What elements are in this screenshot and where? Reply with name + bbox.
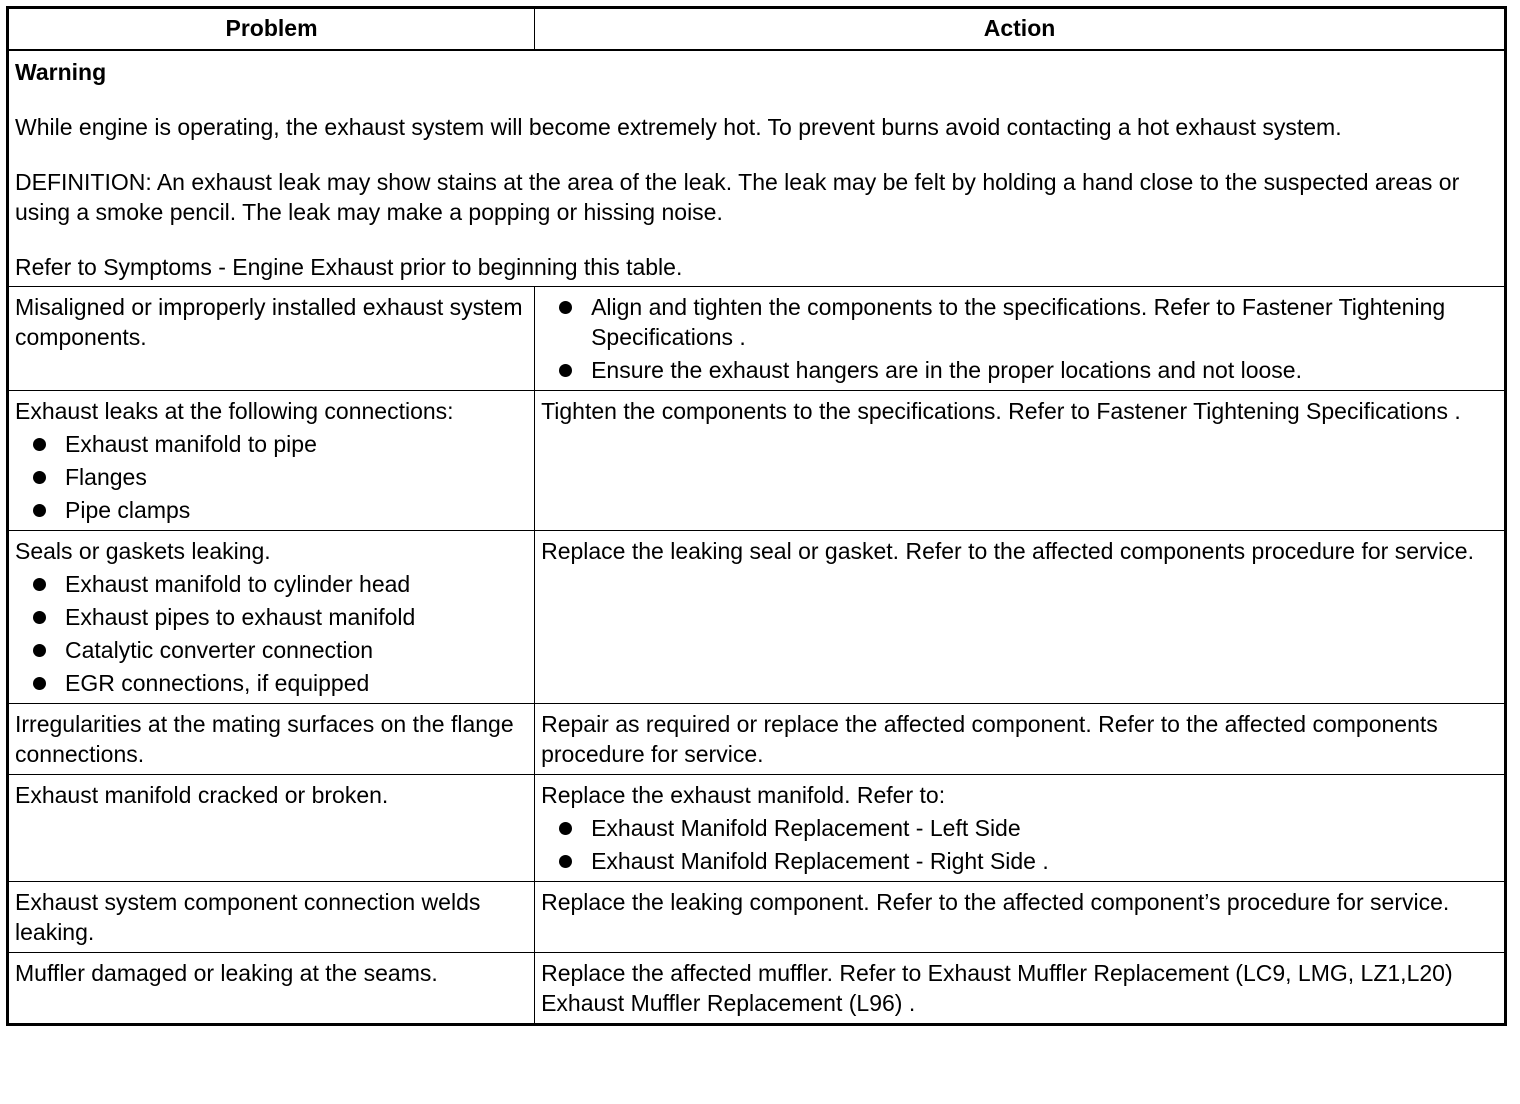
action-text: Replace the affected muffler. Refer to Exhaust Muffler Replacement (LC9, LMG, LZ1,L20) Exhaust Muffler Replacement (L96) .: [541, 960, 1453, 1016]
problem-cell: [8, 704, 535, 775]
list-item: Exhaust Manifold Replacement - Right Side .: [541, 846, 1498, 876]
problem-text: Misaligned or improperly installed exhaust system components.: [15, 294, 523, 350]
list-item: Pipe clamps: [15, 495, 528, 525]
problem-text: Irregularities at the mating surfaces on the flange connections.: [15, 711, 514, 767]
action-text: Replace the exhaust manifold. Refer to:: [541, 782, 946, 808]
list-item: EGR connections, if equipped: [15, 668, 528, 698]
table-row: [8, 391, 1506, 531]
table-row: [8, 531, 1506, 704]
list-item: Exhaust pipes to exhaust manifold: [15, 602, 528, 632]
problem-cell: [8, 775, 535, 882]
warning-cell: [8, 50, 1506, 287]
action-cell: [535, 531, 1506, 704]
problem-text: Exhaust leaks at the following connections:: [15, 398, 454, 424]
problem-bullet-list: [15, 569, 528, 698]
list-item: Align and tighten the components to the specifications. Refer to Fastener Tightening Specifications .: [541, 292, 1498, 352]
header-row: [8, 8, 1506, 51]
list-item: Catalytic converter connection: [15, 635, 528, 665]
table-row: [8, 953, 1506, 1025]
action-cell: [535, 287, 1506, 391]
action-cell: [535, 953, 1506, 1025]
list-item: Flanges: [15, 462, 528, 492]
problem-cell: [8, 391, 535, 531]
action-cell: [535, 391, 1506, 531]
problem-bullet-list: [15, 429, 528, 525]
problem-cell: [8, 531, 535, 704]
list-item: Exhaust Manifold Replacement - Left Side: [541, 813, 1498, 843]
action-text: Replace the leaking component. Refer to the affected component’s procedure for service.: [541, 889, 1450, 915]
list-item: Exhaust manifold to cylinder head: [15, 569, 528, 599]
action-bullet-list: [541, 292, 1498, 385]
problem-header: Problem: [8, 8, 535, 51]
problem-cell: [8, 953, 535, 1025]
problem-text: Exhaust system component connection welds leaking.: [15, 889, 481, 945]
warning-row: [8, 50, 1506, 287]
action-cell: [535, 704, 1506, 775]
problem-text: Seals or gaskets leaking.: [15, 538, 271, 564]
action-bullet-list: [541, 813, 1498, 876]
problem-text: Muffler damaged or leaking at the seams.: [15, 960, 438, 986]
action-cell: [535, 775, 1506, 882]
action-text: Repair as required or replace the affected component. Refer to the affected components procedure for service.: [541, 711, 1438, 767]
warning-title: Warning: [15, 59, 107, 85]
diagnostic-table: [6, 6, 1507, 1026]
problem-cell: [8, 287, 535, 391]
problem-cell: [8, 882, 535, 953]
table-row: [8, 287, 1506, 391]
action-cell: [535, 882, 1506, 953]
action-header: Action: [535, 8, 1506, 51]
definition-text: DEFINITION: An exhaust leak may show stains at the area of the leak. The leak may be felt by holding a hand close to the suspected areas or using a smoke pencil. The leak may make a popping or hissing noise.: [15, 169, 1460, 225]
warning-text: While engine is operating, the exhaust system will become extremely hot. To prevent burns avoid contacting a hot exhaust system.: [15, 114, 1342, 140]
table-row: [8, 882, 1506, 953]
table-row: [8, 704, 1506, 775]
list-item: Exhaust manifold to pipe: [15, 429, 528, 459]
list-item: Ensure the exhaust hangers are in the proper locations and not loose.: [541, 355, 1498, 385]
refer-text: Refer to Symptoms - Engine Exhaust prior to beginning this table.: [15, 254, 683, 280]
problem-text: Exhaust manifold cracked or broken.: [15, 782, 389, 808]
action-text: Tighten the components to the specifications. Refer to Fastener Tightening Specifications .: [541, 398, 1461, 424]
action-text: Replace the leaking seal or gasket. Refer to the affected components procedure for service.: [541, 538, 1474, 564]
table-row: [8, 775, 1506, 882]
